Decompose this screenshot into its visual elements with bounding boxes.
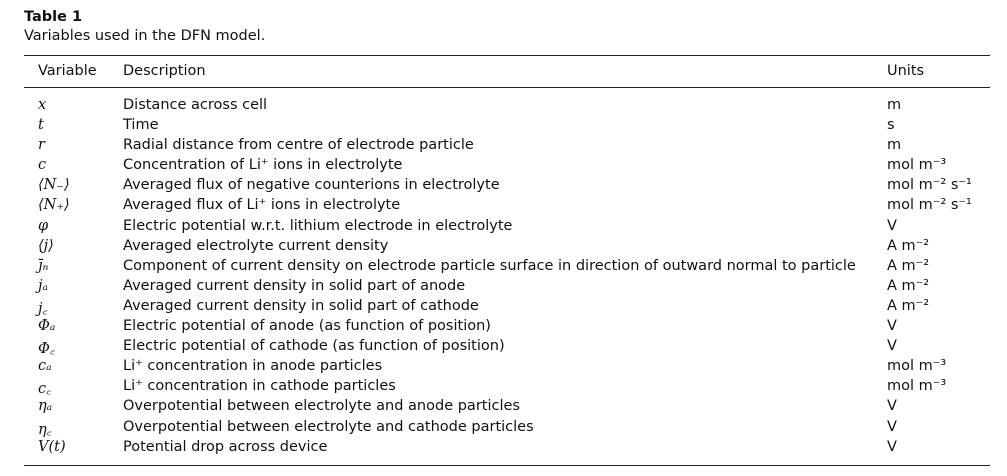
description-cell: Component of current density on electrode particle surface in direction of outward normal to particle: [123, 257, 856, 274]
table-row: [24, 195, 990, 215]
description-cell: Time: [123, 117, 159, 134]
units-cell: m: [887, 137, 902, 154]
units-cell: V: [887, 217, 897, 234]
table-row: [24, 316, 990, 336]
units-cell: V: [887, 438, 897, 455]
description-cell: Potential drop across device: [123, 438, 328, 455]
variable-cell: ⟨N₊⟩: [38, 197, 70, 214]
units-cell: A m⁻²: [887, 297, 930, 314]
description-cell: Averaged current density in solid part of cathode: [123, 297, 479, 314]
description-cell: Averaged flux of Li⁺ ions in electrolyte: [123, 197, 401, 214]
variable-cell: x: [38, 97, 47, 113]
table-row: [24, 95, 990, 115]
table-row: [24, 115, 990, 135]
variable-cell: c: [38, 157, 47, 174]
description-cell: Radial distance from centre of electrode particle: [123, 137, 474, 154]
table-row: [24, 256, 990, 276]
units-cell: A m⁻²: [887, 257, 930, 274]
header-description: Description: [123, 63, 206, 79]
units-cell: A m⁻²: [887, 277, 930, 294]
table-row: [24, 296, 990, 316]
table-row: [24, 336, 990, 356]
variable-cell: Φₐ: [38, 318, 56, 335]
table-row: [24, 356, 990, 376]
description-cell: Li⁺ concentration in anode particles: [123, 358, 383, 375]
units-cell: mol m⁻³: [887, 358, 947, 375]
variable-cell: j꜀: [38, 300, 48, 317]
table-header-row: [24, 56, 990, 88]
table-row: [24, 396, 990, 416]
variable-cell: Φ꜀: [38, 341, 55, 358]
table-row: [24, 216, 990, 236]
header-variable: Variable: [38, 63, 97, 79]
units-cell: A m⁻²: [887, 237, 930, 254]
units-cell: V: [887, 418, 897, 435]
variable-cell: j̄ₙ: [38, 257, 49, 274]
variable-cell: t: [38, 117, 44, 134]
description-cell: Distance across cell: [123, 97, 268, 113]
table-row: [24, 276, 990, 296]
units-cell: mol m⁻³: [887, 157, 947, 174]
header-units: Units: [887, 63, 925, 79]
table-title: Table 1: [24, 9, 83, 25]
description-cell: Overpotential between electrolyte and anode particles: [123, 398, 520, 415]
description-cell: Li⁺ concentration in cathode particles: [123, 378, 396, 395]
variable-cell: c꜀: [38, 381, 52, 398]
units-cell: V: [887, 398, 897, 415]
description-cell: Averaged electrolyte current density: [123, 237, 389, 254]
table-row: [24, 376, 990, 396]
table-caption: [24, 8, 265, 46]
description-cell: Electric potential w.r.t. lithium electrode in electrolyte: [123, 217, 513, 234]
description-cell: Overpotential between electrolyte and cathode particles: [123, 418, 534, 435]
table-caption-text: Variables used in the DFN model.: [24, 28, 266, 44]
description-cell: Electric potential of anode (as function of position): [123, 318, 491, 335]
units-cell: m: [887, 97, 902, 113]
units-cell: s: [887, 117, 895, 134]
table-row: [24, 155, 990, 175]
description-cell: Electric potential of cathode (as function of position): [123, 338, 505, 355]
variable-cell: η꜀: [38, 421, 52, 438]
description-cell: Averaged current density in solid part of anode: [123, 277, 466, 294]
variables-table: [24, 55, 990, 466]
table-row: [24, 236, 990, 256]
units-cell: mol m⁻² s⁻¹: [887, 177, 972, 194]
units-cell: mol m⁻² s⁻¹: [887, 197, 972, 214]
variable-cell: ⟨N₋⟩: [38, 177, 70, 194]
table-row: [24, 417, 990, 437]
variable-cell: ⟨j⟩: [38, 237, 54, 254]
table-row: [24, 437, 990, 457]
description-cell: Averaged flux of negative counterions in electrolyte: [123, 177, 500, 194]
table-row: [24, 175, 990, 195]
units-cell: V: [887, 338, 897, 355]
description-cell: Concentration of Li⁺ ions in electrolyte: [123, 157, 403, 174]
variable-cell: cₐ: [38, 358, 52, 375]
variable-cell: ηₐ: [38, 398, 53, 415]
variable-cell: jₐ: [38, 277, 48, 294]
variable-cell: V(t): [38, 438, 66, 455]
table-body: [24, 88, 990, 465]
variable-cell: φ: [38, 217, 49, 234]
units-cell: V: [887, 318, 897, 335]
table-row: [24, 135, 990, 155]
variable-cell: r: [38, 137, 45, 154]
units-cell: mol m⁻³: [887, 378, 947, 395]
